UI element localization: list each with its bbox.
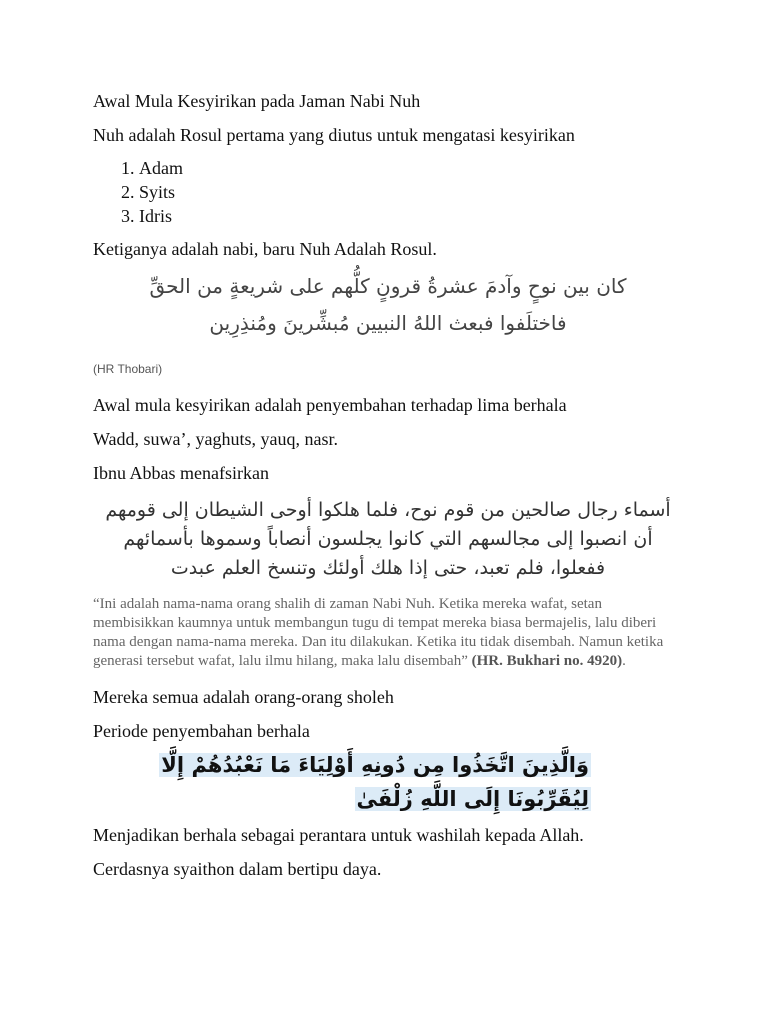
quote-text: “Ini adalah nama-nama orang shalih di zaman Nabi Nuh. Ketika mereka wafat, setan membisikkan kaumnya untuk membangun tugu di tempat mereka biasa bermajelis, lalu diberi nama dengan nama-nama mereka. Dan itu dilakukan. Ketika itu tidak disembah. Namun ketika generasi tersebut wafat, lalu ilmu hilang, maka lalu disembah” — [93, 596, 664, 669]
wasilah-paragraph: Menjadikan berhala sebagai perantara untuk washilah kepada Allah. — [93, 825, 584, 845]
arabic-line: وَالَّذِينَ اتَّخَذُوا مِن دُونِهِ أَوْلِيَاءَ مَا نَعْبُدُهُمْ إِلَّا — [161, 753, 589, 777]
arabic-ibnu-abbas-text: أسماء رجال صالحين من قوم نوح، فلما هلكوا أوحى الشيطان إلى قومهم أن انصبوا إلى مجالسهم التي كانوا يجلسون أنصاباً وسموها بأسمائهم ففعلوا، فلم تعبد، حتى إذا هلك أولئك وتنسخ العلم عبدت — [105, 499, 671, 579]
list-item: 3. Idris — [139, 204, 683, 228]
prophet-list — [93, 156, 683, 228]
idol-names-paragraph: Wadd, suwa’, yaghuts, yauq, nasr. — [93, 429, 339, 449]
ibnu-abbas-paragraph: Ibnu Abbas menafsirkan — [93, 463, 269, 483]
arabic-quran-verse — [93, 748, 591, 816]
source-citation: (HR Thobari) — [93, 362, 163, 376]
arabic-hadith-thobari — [93, 268, 683, 342]
after-list-paragraph: Ketiganya adalah nabi, baru Nuh Adalah Rosul. — [93, 239, 437, 259]
awal-mula-paragraph: Awal mula kesyirikan adalah penyembahan terhadap lima berhala — [93, 395, 567, 415]
translation-quote — [93, 595, 683, 671]
arabic-line: لِيُقَرِّبُونَا إِلَى اللَّهِ زُلْفَىٰ — [356, 787, 589, 811]
quote-reference: (HR. Bukhari no. 4920) — [471, 653, 623, 669]
cerdas-paragraph: Cerdasnya syaithon dalam bertipu daya. — [93, 859, 382, 879]
list-item: 2. Syits — [139, 180, 683, 204]
arabic-line: كان بين نوحٍ وآدمَ عشرةُ قرونٍ كلُّهم على شريعةٍ من الحقِّ — [149, 274, 627, 298]
list-item: 1. Adam — [139, 156, 683, 180]
document-body — [93, 86, 683, 880]
quote-end: . — [622, 653, 626, 669]
periode-paragraph: Periode penyembahan berhala — [93, 721, 310, 741]
sholeh-paragraph: Mereka semua adalah orang-orang sholeh — [93, 687, 394, 707]
arabic-line: فاختلَفوا فبعث اللهُ النبيين مُبشِّرينَ ومُنذِرِين — [209, 311, 567, 335]
intro-paragraph: Nuh adalah Rosul pertama yang diutus untuk mengatasi kesyirikan — [93, 125, 575, 145]
document-title: Awal Mula Kesyirikan pada Jaman Nabi Nuh — [93, 91, 421, 111]
